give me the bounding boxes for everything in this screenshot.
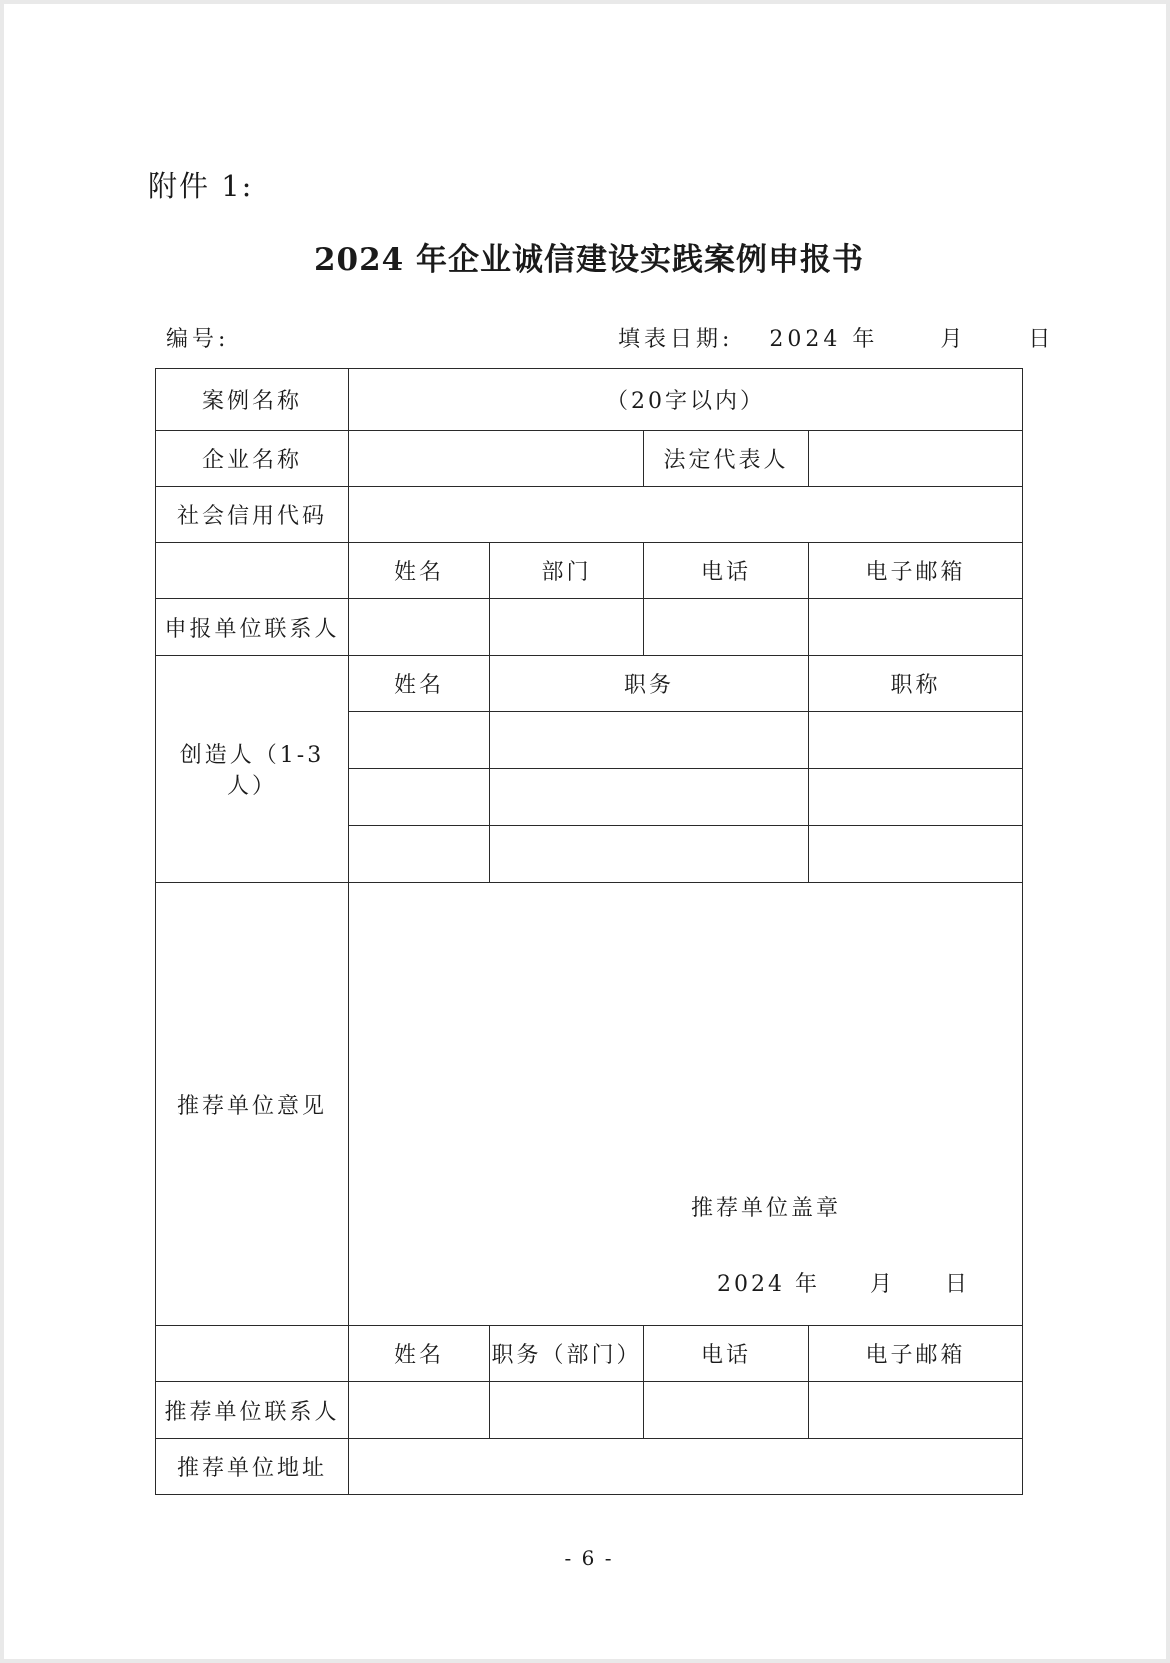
serial-number-label: 编号: xyxy=(166,327,230,352)
contact-header-dept: 部门 xyxy=(490,543,644,599)
rec-contact-phone-field[interactable] xyxy=(644,1382,809,1439)
rec-contact-label: 推荐单位联系人 xyxy=(156,1382,349,1439)
company-name-field[interactable] xyxy=(349,431,644,487)
rec-contact-email-field[interactable] xyxy=(809,1382,1023,1439)
opinion-date-day: 日 xyxy=(945,1272,971,1297)
rec-contact-position-field[interactable] xyxy=(490,1382,644,1439)
rec-contact-header-position: 职务（部门） xyxy=(490,1326,644,1382)
opinion-date xyxy=(717,1267,970,1298)
contact-header-phone: 电话 xyxy=(644,543,809,599)
creator-1-title-field[interactable] xyxy=(809,712,1023,769)
creators-label: 创造人（1-3 人） xyxy=(156,656,349,883)
creator-2-position-field[interactable] xyxy=(490,769,809,826)
opinion-field[interactable] xyxy=(349,883,1023,1326)
legal-rep-field[interactable] xyxy=(809,431,1023,487)
applicant-contact-dept-field[interactable] xyxy=(490,599,644,656)
opinion-date-year: 2024 年 xyxy=(717,1272,820,1297)
fill-date xyxy=(618,322,1054,353)
rec-contact-header-phone: 电话 xyxy=(644,1326,809,1382)
rec-contact-header-blank xyxy=(156,1326,349,1382)
creator-header-position: 职务 xyxy=(490,656,809,712)
page-number: - 6 - xyxy=(564,1546,614,1570)
applicant-contact-label: 申报单位联系人 xyxy=(156,599,349,656)
creator-3-position-field[interactable] xyxy=(490,826,809,883)
fill-date-month: 月 xyxy=(940,327,967,352)
contact-header-name: 姓名 xyxy=(349,543,490,599)
application-form-table xyxy=(155,368,1023,1495)
creator-header-name: 姓名 xyxy=(349,656,490,712)
fill-date-year: 2024 年 xyxy=(769,327,879,352)
seal-label: 推荐单位盖章 xyxy=(691,1196,842,1221)
creator-1-name-field[interactable] xyxy=(349,712,490,769)
case-name-field[interactable]: （20字以内） xyxy=(349,369,1023,431)
rec-address-field[interactable] xyxy=(349,1439,1023,1495)
creator-2-name-field[interactable] xyxy=(349,769,490,826)
opinion-label: 推荐单位意见 xyxy=(156,883,349,1326)
creator-2-title-field[interactable] xyxy=(809,769,1023,826)
rec-contact-header-email: 电子邮箱 xyxy=(809,1326,1023,1382)
creator-1-position-field[interactable] xyxy=(490,712,809,769)
contact-header-email: 电子邮箱 xyxy=(809,543,1023,599)
creator-3-title-field[interactable] xyxy=(809,826,1023,883)
credit-code-field[interactable] xyxy=(349,487,1023,543)
case-name-label: 案例名称 xyxy=(156,369,349,431)
rec-contact-header-name: 姓名 xyxy=(349,1326,490,1382)
page-title: 2024 年企业诚信建设实践案例申报书 xyxy=(313,242,865,278)
legal-rep-label: 法定代表人 xyxy=(644,431,809,487)
creator-header-title: 职称 xyxy=(809,656,1023,712)
opinion-date-month: 月 xyxy=(869,1272,895,1297)
rec-contact-name-field[interactable] xyxy=(349,1382,490,1439)
fill-date-day: 日 xyxy=(1028,327,1055,352)
applicant-contact-email-field[interactable] xyxy=(809,599,1023,656)
company-name-label: 企业名称 xyxy=(156,431,349,487)
applicant-contact-name-field[interactable] xyxy=(349,599,490,656)
applicant-contact-phone-field[interactable] xyxy=(644,599,809,656)
rec-address-label: 推荐单位地址 xyxy=(156,1439,349,1495)
attachment-label: 附件 1: xyxy=(148,169,254,203)
creator-3-name-field[interactable] xyxy=(349,826,490,883)
credit-code-label: 社会信用代码 xyxy=(156,487,349,543)
document-page xyxy=(4,4,1166,1659)
contact-header-blank xyxy=(156,543,349,599)
fill-date-label: 填表日期: xyxy=(618,327,734,352)
